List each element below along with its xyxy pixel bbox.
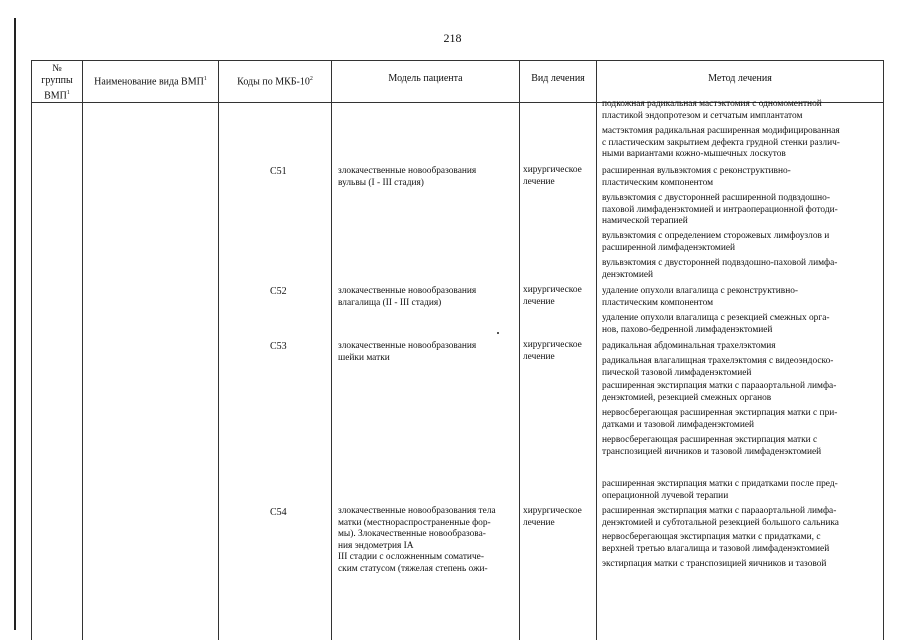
method-text: расширенная вульвэктомия с реконструктивно- пластическим компонентом bbox=[602, 166, 791, 188]
header-treatment-method: Метод лечения bbox=[708, 73, 772, 84]
header-icd-codes: Коды по МКБ-$10^2$ bbox=[237, 76, 313, 88]
method-text: подкожная радикальная мастэктомия с одномоментной пластикой эндопротезом и сетчатым имплантатом bbox=[602, 99, 822, 121]
method-text: вульвэктомия с определением сторожевых лимфоузлов и расширенной лимфаденэктомией bbox=[602, 231, 830, 253]
method-text: нервосберегающая расширенная экстирпация матки с при- датками и тазовой лимфаденэктомией bbox=[602, 408, 838, 430]
treatment-type-text: хирургическое лечение bbox=[523, 506, 582, 528]
scan-speck bbox=[497, 332, 499, 334]
header-treatment-type: Вид лечения bbox=[531, 73, 585, 84]
treatment-type-text: хирургическое лечение bbox=[523, 165, 582, 187]
patient-model-text: злокачественные новообразования шейки матки bbox=[338, 341, 477, 363]
header-group-no: № группы ВМП$^1$ bbox=[41, 63, 73, 102]
method-text: нервосберегающая экстирпация матки с придатками, с верхней третью влагалища и тазовой лимфаденэктомией bbox=[602, 532, 830, 554]
method-text: расширенная экстирпация матки с парааортальной лимфа- денэктомией и субтотальной резекцией большого сальника bbox=[602, 506, 839, 528]
icd-code: C52 bbox=[270, 286, 287, 297]
icd-code: C51 bbox=[270, 166, 287, 177]
binding-line bbox=[14, 18, 16, 630]
patient-model-text: злокачественные новообразования тела матки (местнораспространенные фор- мы). Злокачественные новообразова- ния эндометрия IA III стадии с осложненным соматиче- ским статусом (тяжелая степень ожи- bbox=[338, 506, 496, 574]
page-number: 218 bbox=[443, 31, 462, 45]
method-text: радикальная абдоминальная трахелэктомия bbox=[602, 341, 776, 351]
method-text: мастэктомия радикальная расширенная модифицированная с пластическим закрытием дефекта грудной стенки различ- ными вариантами кожно-мышечных лоскутов bbox=[602, 126, 840, 160]
method-text: нервосберегающая расширенная экстирпация матки с транспозицией яичников и тазовой лимфаденэктомией bbox=[602, 435, 822, 457]
patient-model-text: злокачественные новообразования влагалища (II - III стадия) bbox=[338, 286, 477, 308]
icd-code: C53 bbox=[270, 341, 287, 352]
method-text: вульвэктомия с двусторонней подвздошно-паховой лимфа- денэктомией bbox=[602, 258, 838, 280]
method-text: удаление опухоли влагалища с резекцией смежных орга- нов, пахово-бедренной лимфаденэктомией bbox=[602, 313, 830, 335]
header-patient-model: Модель пациента bbox=[388, 73, 463, 84]
method-text: радикальная влагалищная трахелэктомия с видеоэндоско- пической тазовой лимфаденэктомией bbox=[602, 356, 834, 378]
method-text: удаление опухоли влагалища с реконструктивно- пластическим компонентом bbox=[602, 286, 799, 308]
header-vmp-name: Наименование вида ВМП$^1$ bbox=[94, 76, 207, 88]
treatment-type-text: хирургическое лечение bbox=[523, 340, 582, 362]
method-text: расширенная экстирпация матки с парааортальной лимфа- денэктомией, резекцией смежных органов bbox=[602, 381, 837, 403]
treatment-type-text: хирургическое лечение bbox=[523, 285, 582, 307]
patient-model-text: злокачественные новообразования вульвы (I - III стадия) bbox=[338, 166, 477, 188]
icd-code: C54 bbox=[270, 507, 287, 518]
method-text: экстирпация матки с транспозицией яичников и тазовой bbox=[602, 559, 827, 569]
method-text: расширенная экстирпация матки с придатками после пред- операционной лучевой терапии bbox=[602, 479, 838, 501]
method-text: вульвэктомия с двусторонней расширенной подвздошно- паховой лимфаденэктомией и интраоперационной фотоди- намической терапией bbox=[602, 193, 838, 227]
